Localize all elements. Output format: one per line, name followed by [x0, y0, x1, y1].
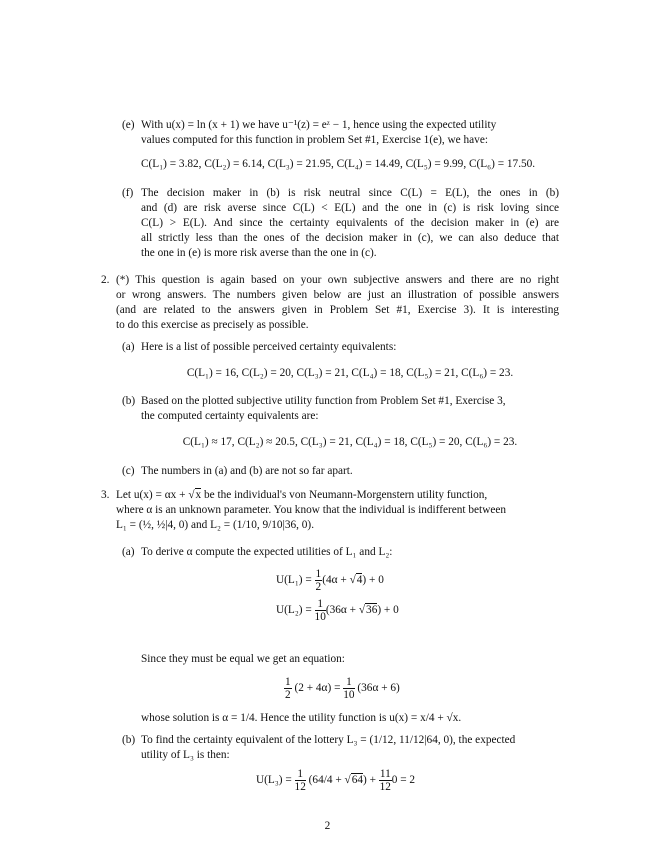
text-line: Based on the plotted subjective utility function from Problem Set #1, Exercise 3, — [141, 395, 506, 407]
text-line: whose solution is α = 1/4. Hence the utility function is u(x) = x/4 + √x. — [141, 712, 462, 724]
numerator: 1 — [285, 676, 291, 688]
perceived-equivalents-equation: C(L₁) = 16, C(L₂) = 20, C(L₃) = 21, C(L₄) = 18, C(L₅) = 21, C(L₆) = 23. — [186, 367, 514, 379]
problem-2-number: 2. — [101, 274, 110, 286]
text-line: to do this exercise as precisely as possible. — [116, 319, 309, 331]
expected-utility-l3: U(L₃) = $\frac{1}{12}$ (64/4 + √64) + $\frac{11}{12}$ 0 = 2 — [256, 768, 416, 793]
problem-2c-text — [141, 464, 353, 479]
text-fragment: be the individual's von Neumann-Morgenstern utility function, — [201, 489, 488, 501]
text-fragment: U(L₃) = — [256, 774, 295, 787]
text-fragment: U(L₂) = — [276, 604, 315, 617]
sqrt-radicand: 4 — [356, 574, 363, 587]
text-line: where α is an unknown parameter. You know that the individual is indifferent between — [116, 504, 507, 516]
text-line: The decision maker in (b) is risk neutral since C(L) = E(L), the ones in (b) — [141, 187, 559, 199]
page-number: 2 — [324, 820, 331, 832]
text-line: (*) This question is again based on your own subjective answers and there are no right — [116, 274, 559, 286]
text-line: the computed certainty equivalents are: — [141, 410, 319, 422]
text-fragment: (36α + 6) — [354, 682, 400, 695]
part-f-text — [141, 186, 559, 261]
text-line: (and are related to the answers given in Problem Set #1, Exercise 3). It is interesting — [116, 304, 559, 316]
denominator: 2 — [285, 689, 291, 701]
text-fragment: ) + — [363, 774, 379, 787]
problem-2-text — [116, 273, 559, 333]
text-fragment: U(L₁) = — [276, 574, 315, 587]
text-line: utility of L₃ is then: — [141, 749, 230, 761]
text-line: To derive α compute the expected utilities of L₁ and L₂: — [141, 546, 393, 558]
problem-2a-label: (a) — [122, 341, 135, 353]
numerator: 1 — [343, 676, 354, 689]
text-line: Here is a list of possible perceived certainty equivalents: — [141, 341, 397, 353]
solution-text — [141, 711, 461, 726]
denominator: 10 — [343, 689, 355, 701]
problem-3a-text — [141, 545, 392, 560]
numerator: 1 — [295, 768, 306, 781]
text-fragment: Let u(x) = αx + — [116, 489, 189, 501]
text-line: all strictly less than the ones of the decision maker in (c), we can also deduce that — [141, 232, 559, 244]
sqrt-radicand: x — [195, 489, 202, 501]
text-fragment: ) + 0 — [362, 574, 384, 587]
problem-2c-label: (c) — [122, 465, 135, 477]
numerator: 11 — [379, 768, 391, 780]
part-e-text — [141, 118, 559, 148]
numerator: 1 — [315, 568, 322, 580]
since-equal-text — [141, 652, 345, 667]
text-line: Since they must be equal we get an equation: — [141, 653, 345, 665]
numerator: 1 — [315, 598, 326, 611]
text-line: To find the certainty equivalent of the lottery L₃ = (1/12, 11/12|64, 0), the expected — [141, 734, 516, 746]
sqrt-radicand: 64 — [351, 774, 364, 787]
denominator: 12 — [379, 781, 391, 793]
problem-3-text — [116, 488, 559, 533]
text-line: or wrong answers. The numbers given below are just an illustration of possible answers — [116, 289, 559, 301]
problem-2b-label: (b) — [122, 395, 136, 407]
alpha-equation — [284, 676, 400, 701]
expected-utility-l1: U(L₁) = $\frac{1}{2}$ (4α + √4) + 0 — [276, 568, 384, 593]
text-line: the one in (e) is more risk averse than the one in (c). — [141, 247, 377, 259]
fraction — [295, 768, 306, 793]
denominator: 12 — [294, 781, 306, 793]
text-fragment: (2 + 4α) = — [291, 682, 344, 695]
text-line: With u(x) = ln (x + 1) we have u⁻¹(z) = eᶻ − 1, hence using the expected utility — [141, 119, 497, 131]
problem-2a-text — [141, 340, 396, 355]
text-line: C(L) > E(L). And since the certainty equivalents of the decision maker in (e) are — [141, 217, 559, 229]
text-line: values computed for this function in problem Set #1, Exercise 1(e), we have: — [141, 134, 488, 146]
text-fragment: ) + 0 — [377, 604, 399, 617]
computed-equivalents-equation: C(L₁) ≈ 17, C(L₂) ≈ 20.5, C(L₃) = 21, C(L₄) = 18, C(L₅) = 20, C(L₆) = 23. — [182, 436, 518, 448]
certainty-equivalents-equation: C(L₁) = 3.82, C(L₂) = 6.14, C(L₃) = 21.95, C(L₄) = 14.49, C(L₅) = 9.99, C(L₆) = 17.50. — [141, 158, 536, 170]
denominator: 2 — [315, 581, 322, 593]
fraction — [315, 598, 326, 623]
text-line: Let u(x) = αx + √x be the individual's von Neumann-Morgenstern utility function, — [116, 489, 488, 501]
text-line: The numbers in (a) and (b) are not so far apart. — [141, 465, 353, 477]
problem-3a-label: (a) — [122, 546, 135, 558]
sqrt-radicand: 36 — [366, 604, 378, 617]
problem-3-number: 3. — [101, 489, 110, 501]
text-fragment: (4α + — [322, 574, 350, 587]
text-fragment: (36α + — [325, 604, 359, 617]
problem-3b-text — [141, 733, 559, 763]
text-line: L₁ = (½, ½|4, 0) and L₂ = (1/10, 9/10|36, 0). — [116, 519, 315, 531]
problem-2b-text — [141, 394, 559, 424]
fraction — [343, 676, 354, 701]
part-e-label: (e) — [122, 119, 135, 131]
text-fragment: 0 = 2 — [391, 774, 416, 787]
problem-3b-label: (b) — [122, 734, 136, 746]
part-f-label: (f) — [122, 187, 134, 199]
expected-utility-l2: U(L₂) = $\frac{1}{10}$ (36α + √36) + 0 — [276, 598, 399, 623]
fraction — [284, 676, 292, 701]
text-line: and (d) are risk averse since C(L) < E(L) and the one in (c) is risk loving since — [141, 202, 559, 214]
denominator: 10 — [314, 611, 326, 623]
fraction — [379, 768, 392, 793]
text-fragment: (64/4 + — [305, 774, 345, 787]
